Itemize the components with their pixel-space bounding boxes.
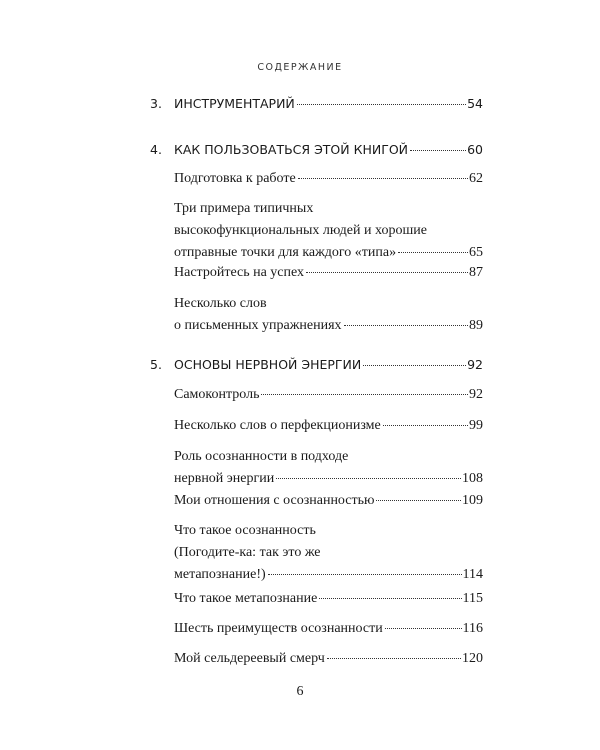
section-title-line: Мои отношения с осознанностью: [174, 493, 375, 508]
section-title-line: Несколько слов: [174, 296, 267, 311]
section-title-line: Подготовка к работе: [174, 171, 296, 186]
section-page: 99: [469, 418, 483, 433]
section-page: 109: [462, 493, 483, 508]
section-page: 87: [469, 265, 483, 280]
section-title-line: нервной энергии: [174, 471, 275, 486]
toc-section[interactable]: [174, 293, 483, 337]
toc-chapter-3[interactable]: [150, 93, 483, 115]
chapter-title: КАК ПОЛЬЗОВАТЬСЯ ЭТОЙ КНИГОЙ: [174, 142, 409, 157]
section-page: 62: [469, 171, 483, 186]
chapter-page: 60: [467, 142, 483, 157]
section-page: 92: [469, 387, 483, 402]
dot-leader: [298, 178, 468, 179]
chapter-title: ИНСТРУМЕНТАРИЙ: [174, 96, 295, 111]
dot-leader: [327, 658, 461, 659]
section-page: 89: [469, 318, 483, 333]
section-title-line: Что такое метапознание: [174, 591, 318, 606]
running-head: СОДЕРЖАНИЕ: [257, 62, 343, 73]
toc-section[interactable]: [174, 446, 483, 490]
dot-leader: [276, 478, 461, 479]
dot-leader: [261, 394, 468, 395]
dot-leader: [383, 425, 468, 426]
toc-section[interactable]: [174, 262, 483, 284]
section-page: 108: [462, 471, 483, 486]
section-page: 115: [462, 591, 483, 606]
dot-leader: [376, 500, 461, 501]
dot-leader: [410, 150, 466, 151]
chapter-number: 5.: [150, 357, 162, 372]
dot-leader: [385, 628, 462, 629]
section-title-line: Что такое осознанность: [174, 523, 316, 538]
chapter-page: 92: [467, 357, 483, 372]
dot-leader: [268, 574, 462, 575]
page-number: 6: [296, 684, 304, 699]
chapter-title: ОСНОВЫ НЕРВНОЙ ЭНЕРГИИ: [174, 357, 362, 372]
section-title-line: высокофункциональных людей и хорошие: [174, 223, 427, 238]
toc-section[interactable]: [174, 168, 483, 190]
dot-leader: [363, 365, 466, 366]
section-title-line: отправные точки для каждого «типа»: [174, 245, 397, 260]
section-page: 120: [462, 651, 483, 666]
dot-leader: [306, 272, 468, 273]
section-page: 65: [469, 245, 483, 260]
toc-section[interactable]: [174, 588, 483, 610]
section-title-line: Три примера типичных: [174, 201, 314, 216]
toc-section[interactable]: [174, 384, 483, 406]
dot-leader: [319, 598, 461, 599]
toc-section[interactable]: [174, 490, 483, 512]
toc-section[interactable]: [174, 520, 483, 586]
chapter-number: 4.: [150, 142, 162, 157]
chapter-page: 54: [467, 96, 483, 111]
section-page: 114: [462, 567, 483, 582]
toc-chapter-5[interactable]: [150, 354, 483, 376]
toc-chapter-4[interactable]: [150, 139, 483, 161]
dot-leader: [344, 325, 468, 326]
section-page: 116: [462, 621, 483, 636]
toc-section[interactable]: [174, 198, 483, 264]
dot-leader: [297, 104, 466, 105]
toc-section[interactable]: [174, 648, 483, 670]
section-title-line: (Погодите-ка: так это же: [174, 545, 321, 560]
dot-leader: [398, 252, 468, 253]
section-title-line: о письменных упражнениях: [174, 318, 342, 333]
section-title-line: Несколько слов о перфекционизме: [174, 418, 381, 433]
section-title-line: Шесть преимуществ осознанности: [174, 621, 383, 636]
chapter-number: 3.: [150, 96, 162, 111]
section-title-line: метапознание!): [174, 567, 266, 582]
toc-section[interactable]: [174, 618, 483, 640]
section-title-line: Мой сельдереевый смерч: [174, 651, 325, 666]
section-title-line: Роль осознанности в подходе: [174, 449, 349, 464]
section-title-line: Настройтесь на успех: [174, 265, 305, 280]
toc-section[interactable]: [174, 415, 483, 437]
section-title-line: Самоконтроль: [174, 387, 260, 402]
